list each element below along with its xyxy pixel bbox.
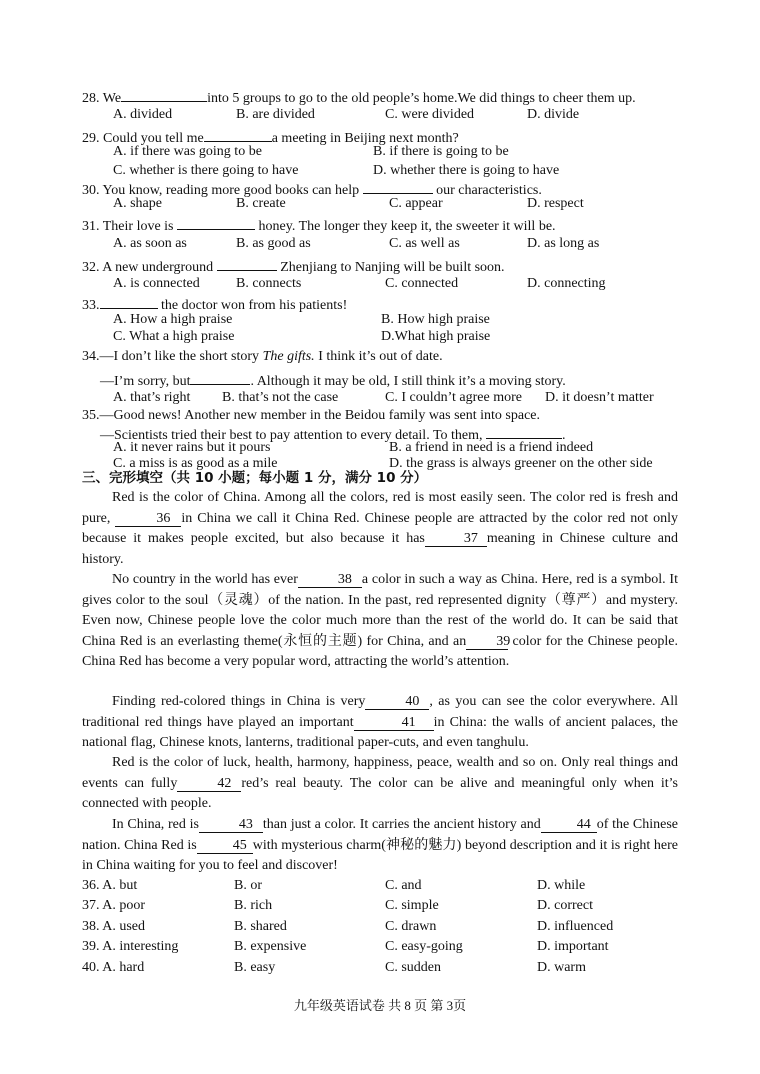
- option-b: B. that’s not the case: [222, 390, 339, 405]
- cloze-blank-39: 39: [466, 633, 508, 650]
- cloze-blank-36: 36: [115, 510, 181, 527]
- cloze-blank-43: 43: [199, 816, 263, 833]
- stem-text: honey. The longer they keep it, the sweeter it will be.: [258, 219, 556, 234]
- option-a: A. as soon as: [113, 236, 187, 251]
- stem-text: a meeting in Beijing next month?: [271, 131, 459, 146]
- option-c: C. a miss is as good as a mile: [113, 456, 278, 471]
- option-d: D. the grass is always greener on the other side: [389, 456, 653, 471]
- cloze-blank-44: 44: [541, 816, 597, 833]
- option-b: B. create: [236, 196, 286, 211]
- option-c: C. and: [385, 878, 422, 893]
- option-d: D. whether there is going to have: [373, 163, 560, 178]
- question-35-stem: 35.—Good news! Another new member in the Beidou family was sent into space.: [82, 408, 541, 423]
- option-d: D. correct: [537, 898, 593, 913]
- answer-blank: [177, 213, 255, 230]
- stem-text: into 5 groups to go to the old people’s home.We did things to cheer them up.: [207, 91, 636, 106]
- passage-paragraph-4: [82, 753, 678, 815]
- passage-text: No country in the world has ever: [112, 572, 298, 587]
- stem-text: 30. You know, reading more good books can help: [82, 183, 360, 198]
- cloze-blank-42: 42: [177, 775, 241, 792]
- option-d: D.What high praise: [381, 329, 491, 344]
- option-b: B. as good as: [236, 236, 311, 251]
- passage-paragraph-5: [82, 815, 678, 877]
- cloze-blank-38: 38: [298, 571, 362, 588]
- passage-text: in China: the walls of ancient palaces, the national flag, Chinese knots, lanterns, traditional paper-cuts, and even tanghulu.: [82, 714, 678, 750]
- option-d: D. while: [537, 878, 586, 893]
- story-title: The gifts.: [262, 349, 315, 364]
- option-d: D. as long as: [527, 236, 600, 251]
- stem-text: I think it’s out of date.: [314, 349, 443, 364]
- answer-blank: [121, 85, 207, 102]
- stem-text: —I’m sorry, but: [100, 374, 191, 389]
- stem-text: .: [562, 428, 566, 443]
- stem-text: 29. Could you tell me: [82, 131, 204, 146]
- cloze-blank-41: 41: [354, 714, 434, 731]
- option-b: B. or: [234, 878, 262, 893]
- option-d: D. respect: [527, 196, 584, 211]
- option-b: B. How high praise: [381, 312, 490, 327]
- option-c: C. simple: [385, 898, 439, 913]
- option-a: 38. A. used: [82, 919, 145, 934]
- question-34-stem: [82, 347, 443, 367]
- passage-text: Red is the color of China. Among all the colors, red is most easily seen. The color red is fresh and pure,: [82, 490, 678, 526]
- option-d: D. it doesn’t matter: [545, 390, 654, 405]
- option-b: B. easy: [234, 960, 276, 975]
- answer-blank: [363, 177, 433, 194]
- option-b: B. are divided: [236, 107, 315, 122]
- option-c: C. appear: [389, 196, 443, 211]
- passage-text: a color in such a way as China. Here, red is a symbol. It gives color to the soul（灵魂）of the nation. In the past, red represented dignity（尊严）and mystery. Even now, Chinese people love the color much more than the rest of the world do. It can be said that China Red is an everlasting theme(永恒的主题) for China, and an: [82, 572, 678, 649]
- stem-text: —Scientists tried their best to pay attention to every detail. To them,: [100, 428, 483, 443]
- passage-text: of the Chinese nation. China Red is: [82, 817, 678, 853]
- cloze-blank-37: 37: [425, 530, 487, 547]
- option-b: B. if there is going to be: [373, 144, 509, 159]
- stem-text: 34.—I don’t like the short story: [82, 349, 263, 364]
- section-heading: 三、完形填空（共 10 小题；每小题 1 分，满分 10 分）: [82, 470, 428, 486]
- option-c: C. What a high praise: [113, 329, 235, 344]
- option-a: A. divided: [113, 107, 173, 122]
- stem-text: 28. We: [82, 91, 122, 106]
- option-c: C. connected: [385, 276, 459, 291]
- passage-text: In China, red is: [112, 817, 199, 832]
- answer-blank: [204, 125, 272, 142]
- option-a: 39. A. interesting: [82, 939, 179, 954]
- answer-blank: [217, 254, 277, 271]
- option-d: D. connecting: [527, 276, 606, 291]
- option-c: C. as well as: [389, 236, 460, 251]
- passage-paragraph-3: [82, 692, 678, 754]
- option-b: B. connects: [236, 276, 302, 291]
- stem-text: 32. A new underground: [82, 260, 214, 275]
- option-c: C. sudden: [385, 960, 441, 975]
- option-a: 36. A. but: [82, 878, 138, 893]
- option-d: D. divide: [527, 107, 580, 122]
- stem-text: . Although it may be old, I still think it’s a moving story.: [250, 374, 566, 389]
- passage-text: in China we call it China Red. Chinese people are attracted by the color red not only because it makes people excited, but also because it has: [82, 510, 678, 546]
- answer-blank: [100, 292, 158, 309]
- passage-text: Red is the color of luck, health, harmony, happiness, peace, wealth and so on. Only real things and events can fully: [82, 755, 678, 791]
- answer-blank: [486, 422, 562, 439]
- option-a: 40. A. hard: [82, 960, 145, 975]
- passage-text: Finding red-colored things in China is very: [112, 694, 366, 709]
- stem-text: Zhenjiang to Nanjing will be built soon.: [280, 260, 505, 275]
- option-b: B. expensive: [234, 939, 307, 954]
- stem-text: our characteristics.: [436, 183, 542, 198]
- passage-text: meaning in Chinese culture and history.: [82, 531, 678, 567]
- stem-text: 33.: [82, 298, 100, 313]
- stem-text: 31. Their love is: [82, 219, 174, 234]
- passage-paragraph-2: [82, 570, 678, 673]
- option-d: D. important: [537, 939, 609, 954]
- passage-text: color for the Chinese people. China Red has become a very popular word, attracting the world’s attention.: [82, 633, 678, 669]
- option-c: C. drawn: [385, 919, 437, 934]
- option-a: A. if there was going to be: [113, 144, 262, 159]
- option-a: A. that’s right: [113, 390, 191, 405]
- passage-paragraph-1: [82, 488, 678, 570]
- option-c: C. easy-going: [385, 939, 463, 954]
- option-a: 37. A. poor: [82, 898, 145, 913]
- passage-text: with mysterious charm(神秘的魅力) beyond description and it is right here in China waiting for you to feel and discover!: [82, 837, 678, 873]
- answer-blank: [190, 368, 250, 385]
- option-d: D. warm: [537, 960, 586, 975]
- option-d: D. influenced: [537, 919, 614, 934]
- option-b: B. shared: [234, 919, 287, 934]
- option-c: C. whether is there going to have: [113, 163, 299, 178]
- stem-text: the doctor won from his patients!: [161, 298, 348, 313]
- option-a: A. is connected: [113, 276, 200, 291]
- passage-text: , as you can see the color everywhere. All traditional red things have played an important: [82, 694, 678, 730]
- option-b: B. rich: [234, 898, 273, 913]
- cloze-blank-45: 45: [197, 837, 253, 854]
- passage-text: red’s real beauty. The color can be alive and meaningful only when it’s connected with people.: [82, 775, 678, 811]
- option-a: A. How a high praise: [113, 312, 233, 327]
- option-b: B. a friend in need is a friend indeed: [389, 440, 594, 455]
- option-c: C. were divided: [385, 107, 475, 122]
- cloze-blank-40: 40: [365, 693, 429, 710]
- option-a: A. it never rains but it pours: [113, 440, 271, 455]
- option-c: C. I couldn’t agree more: [385, 390, 522, 405]
- option-a: A. shape: [113, 196, 162, 211]
- passage-text: than just a color. It carries the ancient history and: [262, 817, 541, 832]
- page-footer: 九年级英语试卷 共 8 页 第 3页: [293, 998, 467, 1013]
